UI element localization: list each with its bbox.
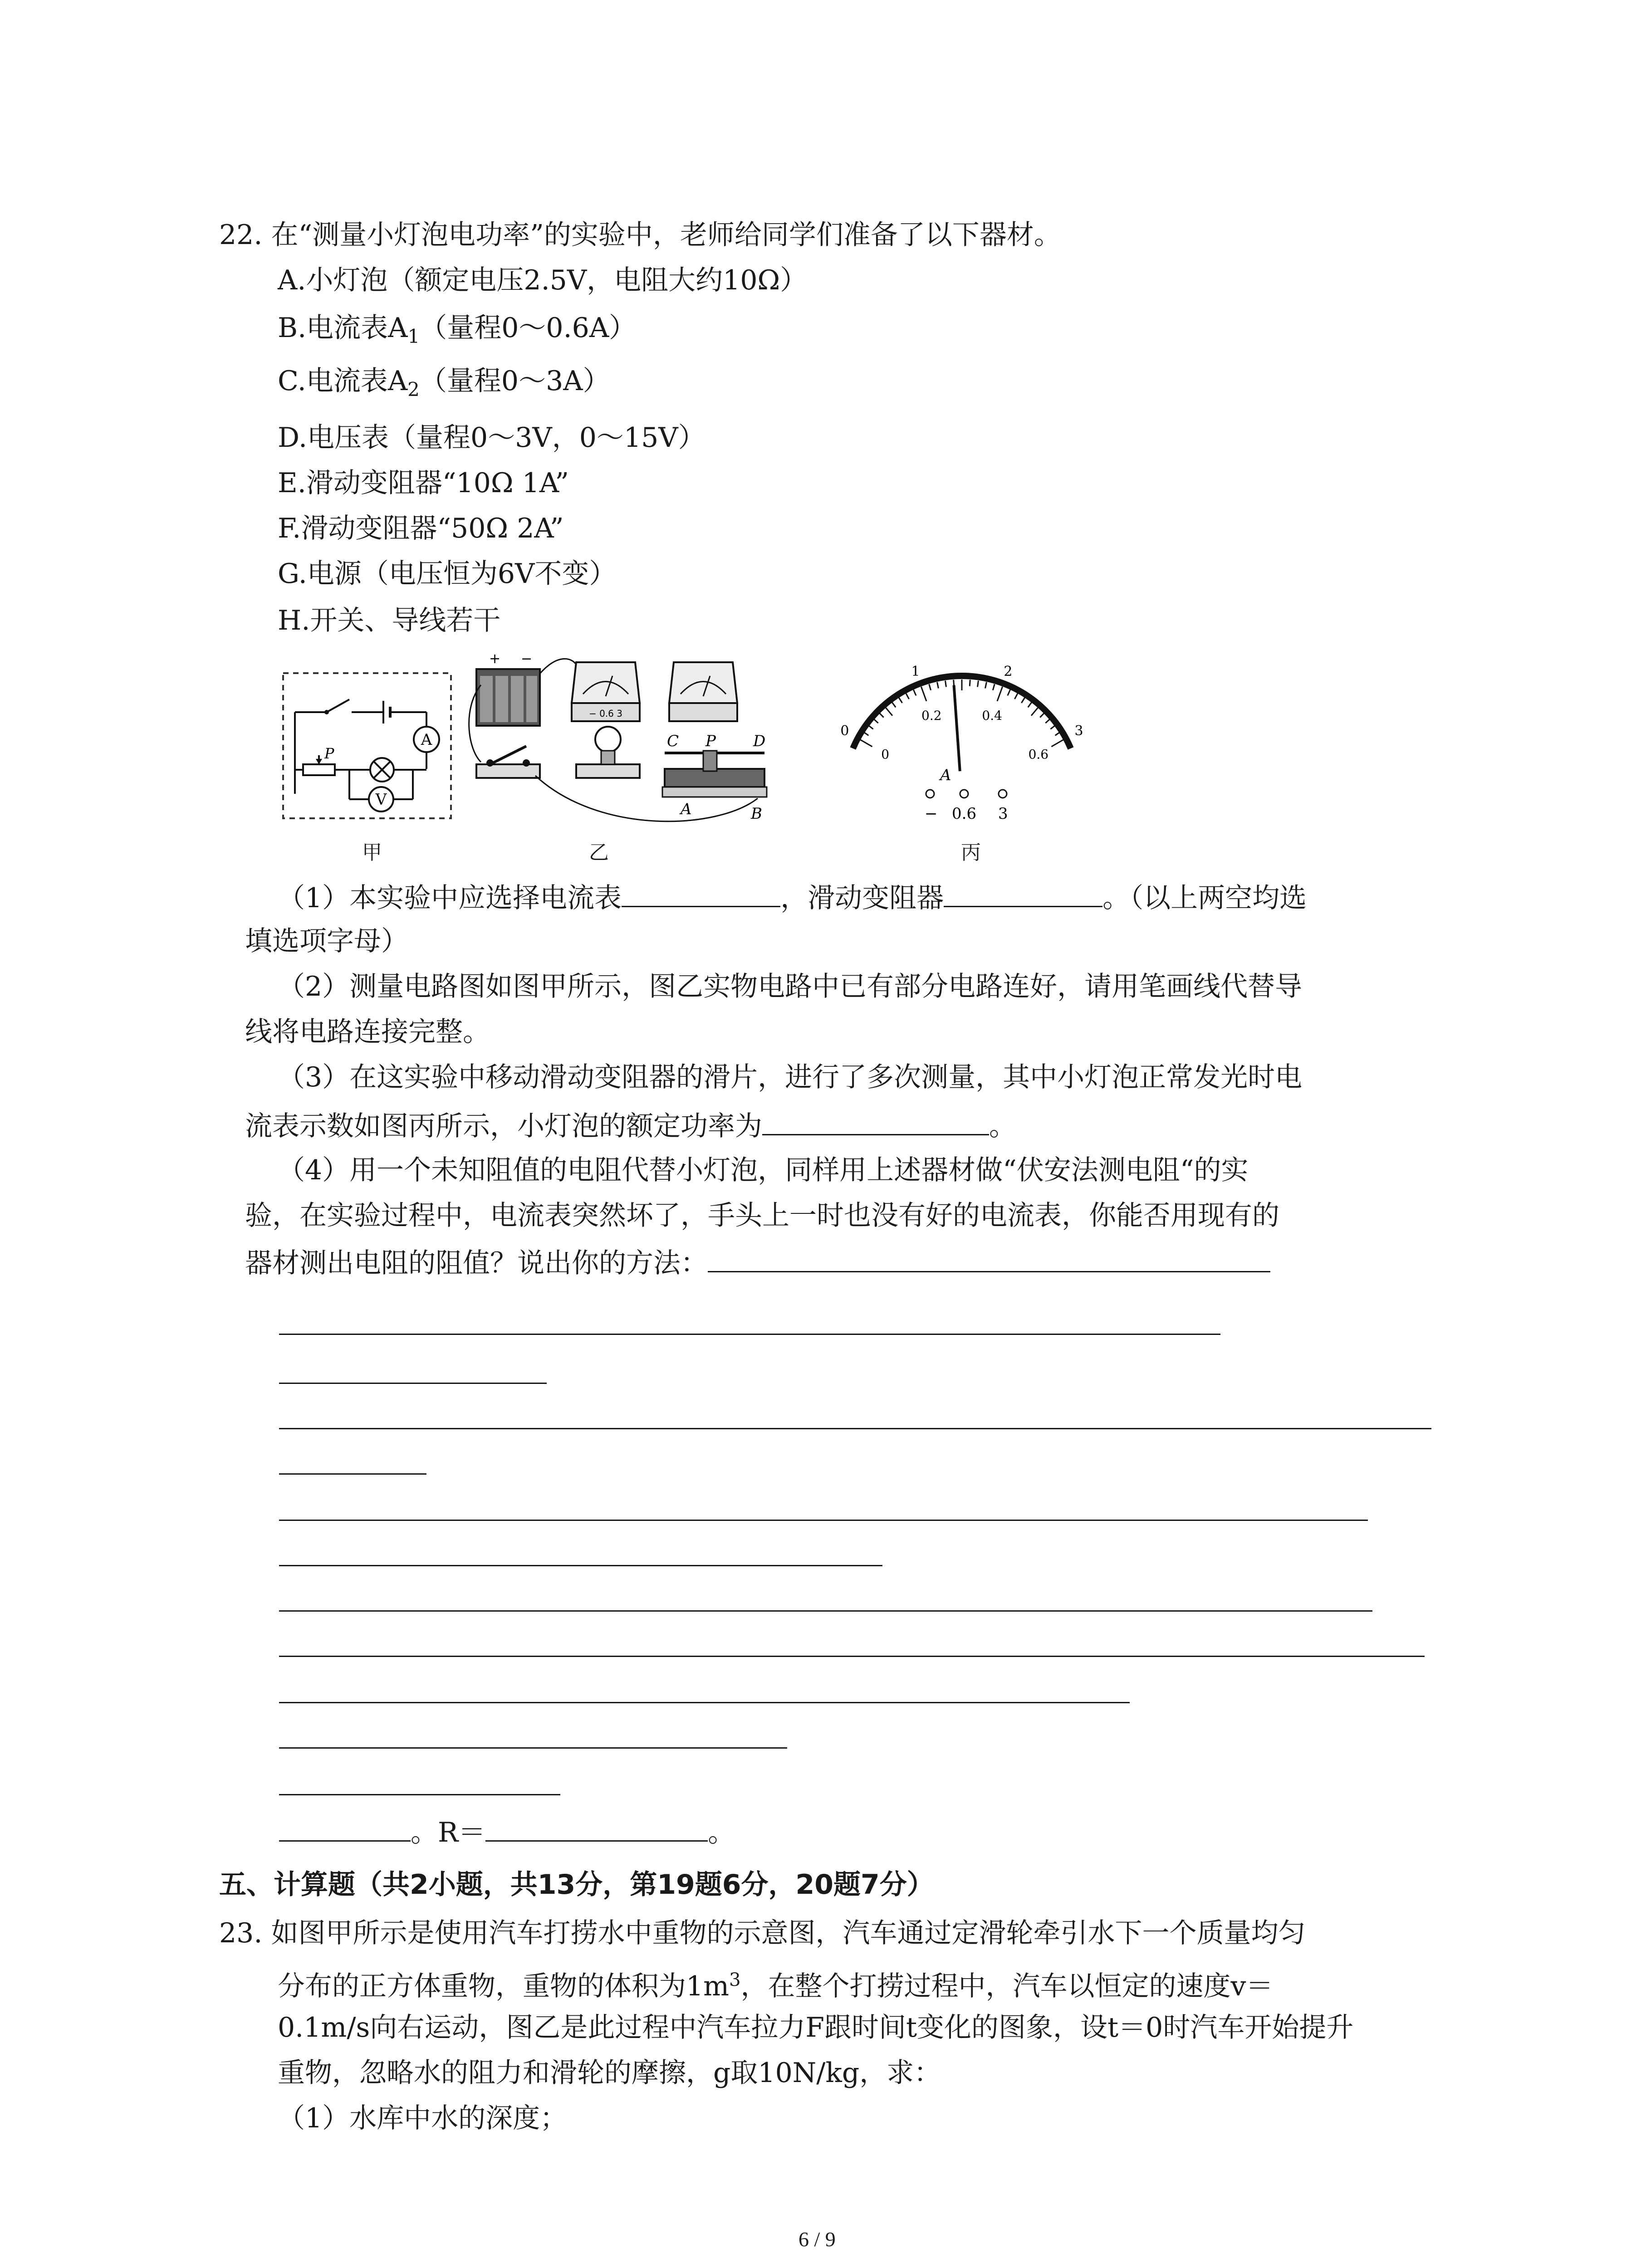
q22-sub4-l3-text: 器材测出电阻的阻值？说出你的方法： bbox=[245, 1247, 708, 1279]
voltmeter-device bbox=[669, 662, 737, 721]
answer-line[interactable] bbox=[279, 1473, 426, 1475]
q23-l4: 重物，忽略水的阻力和滑轮的摩擦，g取10N/kg，求： bbox=[278, 2057, 941, 2089]
q22-item-c-sub: 2 bbox=[407, 378, 420, 401]
answer-line[interactable] bbox=[279, 1656, 1425, 1657]
caption-yi: 乙 bbox=[589, 841, 609, 864]
caption-jia: 甲 bbox=[362, 841, 382, 864]
q23-l2-pre: 分布的正方体重物，重物的体积为1m bbox=[278, 1970, 730, 2002]
answer-line[interactable] bbox=[279, 1794, 560, 1795]
dial-tick bbox=[913, 690, 916, 696]
svg-text:C: C bbox=[667, 732, 679, 750]
q22-sub4-end-a: 。R＝ bbox=[411, 1817, 486, 1848]
q22-sub2-l1: （2）测量电路图如图甲所示，图乙实物电路中已有部分电路连好，请用笔画线代替导 bbox=[278, 971, 1303, 1002]
terminal-minus: − bbox=[925, 805, 938, 823]
dial-tick bbox=[1028, 702, 1032, 707]
dial-ticks bbox=[859, 679, 1065, 747]
section-heading: 五、计算题（共2小题，共13分，第19题6分，20题7分） bbox=[219, 1869, 934, 1901]
terminal-mid: 0.6 bbox=[952, 805, 977, 823]
dial-tick bbox=[945, 681, 946, 687]
dial-tick bbox=[863, 732, 869, 735]
q22-item-e: E.滑动变阻器“10Ω 1A” bbox=[278, 467, 569, 499]
answer-blank-rated-power[interactable] bbox=[762, 1106, 989, 1135]
dial-tick bbox=[937, 682, 939, 689]
page-number: 6 / 9 bbox=[798, 2228, 836, 2251]
svg-text:P: P bbox=[705, 732, 716, 750]
dial-tick bbox=[921, 687, 926, 701]
svg-text:− 0.6 3: − 0.6 3 bbox=[588, 708, 623, 719]
dial-outer-label: 1 bbox=[911, 663, 920, 679]
q22-item-b bbox=[278, 310, 636, 355]
battery-pack bbox=[476, 651, 540, 726]
rheostat-symbol bbox=[303, 764, 335, 775]
switch-device bbox=[476, 746, 540, 778]
svg-text:+: + bbox=[489, 651, 501, 667]
answer-blank-method-1[interactable] bbox=[708, 1243, 1270, 1272]
answer-line[interactable] bbox=[279, 1702, 1130, 1703]
svg-text:D: D bbox=[753, 732, 766, 750]
q23-l2-post: ，在整个打捞过程中，汽车以恒定的速度v＝ bbox=[740, 1970, 1274, 2002]
q22-item-c-pre: C.电流表A bbox=[278, 365, 408, 397]
q22-item-f: F.滑动变阻器“50Ω 2A” bbox=[278, 513, 564, 544]
dial-tick bbox=[1045, 719, 1050, 723]
q22-sub1-a: （1）本实验中应选择电流表 bbox=[278, 882, 622, 914]
terminal-high: 3 bbox=[998, 805, 1008, 823]
dial-tick bbox=[1040, 713, 1044, 718]
answer-blank-rheostat[interactable] bbox=[944, 878, 1102, 907]
slider-letter: P bbox=[324, 745, 334, 762]
dial-outer-label: 2 bbox=[1004, 663, 1013, 679]
svg-text:B: B bbox=[751, 805, 762, 823]
ammeter-letter: A bbox=[421, 731, 432, 749]
dial-tick bbox=[1021, 698, 1024, 703]
svg-text:A: A bbox=[681, 800, 692, 818]
dial-tick bbox=[1055, 732, 1061, 735]
q22-item-h: H.开关、导线若干 bbox=[278, 605, 501, 636]
q23-sub1: （1）水库中水的深度； bbox=[278, 2102, 568, 2134]
dial-outer-label: 3 bbox=[1074, 723, 1083, 739]
answer-blank-method-end[interactable] bbox=[279, 1812, 411, 1842]
q22-item-b-pre: B.电流表A bbox=[278, 312, 408, 344]
dial-tick bbox=[929, 684, 931, 690]
answer-blank-ammeter[interactable] bbox=[622, 878, 780, 907]
lamp-holder-device bbox=[576, 727, 640, 778]
dial-tick bbox=[859, 739, 872, 747]
answer-line[interactable] bbox=[279, 1383, 547, 1384]
dial-tick bbox=[997, 687, 1003, 701]
dial-inner-label: 0.4 bbox=[982, 708, 1002, 723]
answer-blank-resistance[interactable] bbox=[485, 1812, 708, 1842]
voltmeter-letter: V bbox=[375, 791, 387, 809]
dial-tick bbox=[1050, 725, 1055, 729]
dial-tick bbox=[1008, 690, 1010, 696]
q22-sub2-l2: 线将电路连接完整。 bbox=[245, 1016, 490, 1048]
q23-l1: 23. 如图甲所示是使用汽车打捞水中重物的示意图，汽车通过定滑轮牵引水下一个质量均匀 bbox=[219, 1917, 1306, 1949]
q22-sub1-b: ，滑动变阻器 bbox=[780, 882, 944, 914]
q22-sub1-c: 。（以上两空均选 bbox=[1102, 882, 1307, 914]
dial-tick bbox=[873, 719, 878, 723]
circuit-diagram-jia bbox=[281, 671, 454, 821]
answer-line[interactable] bbox=[279, 1520, 1368, 1521]
q22-item-g: G.电源（电压恒为6V不变） bbox=[278, 558, 617, 590]
dial-tick bbox=[886, 707, 892, 715]
dial-tick bbox=[985, 682, 987, 689]
dial-needle bbox=[954, 685, 960, 772]
q22-sub3-l2a: 流表示数如图丙所示，小灯泡的额定功率为 bbox=[245, 1110, 762, 1142]
dial-tick bbox=[993, 684, 994, 690]
dial-tick bbox=[879, 713, 884, 718]
q22-item-a: A.小灯泡（额定电压2.5V，电阻大约10Ω） bbox=[278, 264, 808, 296]
q22-stem: 22. 在“测量小灯泡电功率”的实验中，老师给同学们准备了以下器材。 bbox=[219, 219, 1061, 251]
q22-sub3-l2b: 。 bbox=[989, 1110, 1016, 1142]
q22-sub4-end-b: 。 bbox=[708, 1817, 735, 1848]
q22-sub3-l1: （3）在这实验中移动滑动变阻器的滑片，进行了多次测量，其中小灯泡正常发光时电 bbox=[278, 1061, 1303, 1093]
dial-inner-label: 0 bbox=[881, 747, 890, 762]
dial-tick bbox=[906, 694, 909, 699]
ammeter-dial-bing bbox=[826, 644, 1107, 835]
dial-tick bbox=[899, 698, 902, 703]
rheostat-device bbox=[662, 732, 767, 823]
dial-outer-label: 0 bbox=[840, 723, 849, 739]
answer-line[interactable] bbox=[279, 1610, 1372, 1612]
answer-line[interactable] bbox=[279, 1747, 787, 1749]
dial-tick bbox=[1051, 739, 1064, 747]
q22-item-c-post: （量程0～3A） bbox=[419, 365, 610, 397]
answer-line[interactable] bbox=[279, 1334, 1220, 1335]
dial-unit: A bbox=[940, 766, 951, 784]
q23-l2 bbox=[278, 1962, 1273, 2004]
q22-sub1-cont: 填选项字母） bbox=[245, 925, 408, 957]
q22-sub4-l1: （4）用一个未知阻值的电阻代替小灯泡，同样用上述器材做“伏安法测电阻“的实 bbox=[278, 1154, 1249, 1186]
physical-circuit-yi bbox=[463, 644, 808, 835]
dial-tick bbox=[1014, 694, 1018, 699]
dial-tick bbox=[1031, 707, 1038, 715]
q22-sub1 bbox=[278, 878, 1307, 916]
q22-sub4-end bbox=[279, 1812, 735, 1851]
ammeter-device bbox=[572, 662, 640, 721]
svg-text:−: − bbox=[521, 651, 533, 667]
q22-item-d: D.电压表（量程0～3V，0～15V） bbox=[278, 422, 705, 454]
q22-item-b-sub: 1 bbox=[407, 325, 420, 347]
answer-line[interactable] bbox=[279, 1565, 882, 1566]
q22-sub4-l2: 验，在实验过程中，电流表突然坏了，手头上一时也没有好的电流表，你能否用现有的 bbox=[245, 1200, 1279, 1232]
dial-tick bbox=[868, 725, 873, 729]
caption-bing: 丙 bbox=[961, 841, 981, 864]
q22-sub4-l3 bbox=[245, 1243, 1270, 1281]
q22-item-b-post: （量程0～0.6A） bbox=[420, 312, 637, 344]
q22-item-c bbox=[278, 363, 610, 408]
q22-sub3-l2 bbox=[245, 1106, 1016, 1144]
dial-inner-label: 0.2 bbox=[921, 708, 942, 723]
dial-tick bbox=[978, 681, 979, 687]
answer-line[interactable] bbox=[279, 1428, 1431, 1429]
dial-inner-label: 0.6 bbox=[1028, 747, 1049, 762]
q23-l2-sup: 3 bbox=[729, 1970, 741, 1990]
q23-l3: 0.1m/s向右运动，图乙是此过程中汽车拉力F跟时间t变化的图象，设t＝0时汽车开始提升 bbox=[278, 2012, 1354, 2043]
dial-tick bbox=[892, 702, 896, 707]
